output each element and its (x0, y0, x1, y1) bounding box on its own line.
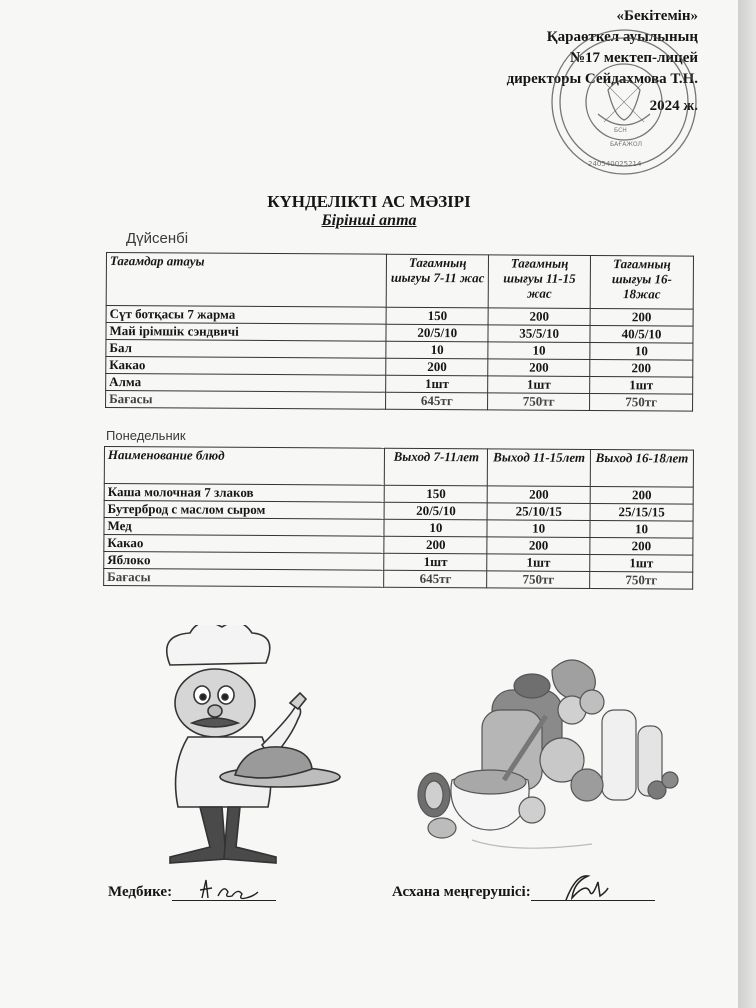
food-illustration (412, 650, 687, 865)
seal-code: 240540025214 (588, 160, 642, 168)
price-label: Бағасы (104, 569, 385, 588)
portion-7-11: 20/5/10 (384, 502, 487, 520)
portion-16-18: 40/5/10 (590, 325, 693, 343)
menu-table-ru (103, 446, 694, 590)
price-16-18: 750тг (590, 393, 693, 411)
dish-name: Сүт ботқасы 7 жарма (106, 306, 386, 325)
dish-name: Яблоко (104, 552, 385, 571)
portion-16-18: 25/15/15 (590, 503, 693, 521)
portion-11-15: 200 (487, 486, 590, 504)
price-7-11: 645тг (386, 392, 488, 410)
nurse-handwritten-signature (196, 876, 266, 906)
approval-line-2: Қараөткел ауылының (546, 29, 698, 45)
school-seal-stamp (548, 26, 700, 178)
portion-7-11: 150 (386, 307, 488, 325)
svg-text:БСН: БСН (614, 127, 627, 134)
price-11-15: 750тг (487, 571, 590, 589)
portion-7-11: 200 (386, 358, 488, 376)
page-subtitle: Бірінші апта (321, 212, 417, 229)
day-label-ru: Понедельник (106, 428, 186, 443)
header-age-11-15: Выход 11-15лет (488, 449, 591, 487)
header-age-7-11: Выход 7-11лет (385, 448, 488, 486)
menu-table-kz (105, 252, 694, 412)
portion-16-18: 1шт (590, 554, 693, 572)
day-label-kz: Дүйсенбі (126, 230, 189, 247)
approval-line-1: «Бекітемін» (616, 8, 698, 24)
portion-7-11: 10 (384, 519, 487, 537)
portion-16-18: 10 (590, 520, 693, 538)
price-row (104, 569, 693, 590)
dish-name: Какао (104, 535, 385, 554)
portion-11-15: 200 (488, 359, 590, 377)
kitchen-manager-handwritten-signature (560, 872, 612, 908)
approval-date: 2024 ж. (649, 98, 698, 114)
header-age-11-15: Тағамның шығуы 11-15 жас (488, 255, 590, 309)
price-label: Бағасы (106, 391, 386, 410)
portion-7-11: 1шт (384, 553, 487, 571)
price-11-15: 750тг (488, 393, 590, 411)
portion-7-11: 150 (385, 485, 488, 503)
header-age-7-11: Тағамның шығуы 7-11 жас (386, 254, 488, 308)
portion-7-11: 20/5/10 (386, 324, 488, 342)
table-header-row (104, 447, 693, 488)
portion-16-18: 10 (590, 342, 693, 360)
kitchen-manager-label: Асхана меңгерушісі: (392, 884, 531, 900)
dish-name: Каша молочная 7 злаков (104, 484, 385, 503)
header-age-16-18: Выход 16-18лет (590, 449, 693, 487)
portion-16-18: 1шт (590, 376, 693, 394)
portion-11-15: 25/10/15 (487, 503, 590, 521)
portion-16-18: 200 (590, 359, 693, 377)
portion-11-15: 10 (487, 520, 590, 538)
dish-name: Бал (106, 340, 386, 359)
header-age-16-18: Тағамның шығуы 16-18жас (590, 255, 693, 309)
kitchen-manager-signature-block (392, 882, 655, 901)
approval-line-3: №17 мектеп-лицей (569, 50, 698, 66)
portion-16-18: 200 (590, 308, 693, 326)
portion-11-15: 1шт (488, 376, 590, 394)
chef-illustration (140, 625, 350, 870)
price-7-11: 645тг (384, 570, 487, 588)
dish-name: Май ірімшік сэндвичі (106, 323, 386, 342)
dish-name: Бутерброд с маслом сыром (104, 501, 385, 520)
portion-16-18: 200 (590, 486, 693, 504)
svg-text:БАҒАЖОЛ: БАҒАЖОЛ (610, 141, 643, 148)
portion-11-15: 1шт (487, 554, 590, 572)
portion-11-15: 200 (487, 537, 590, 555)
portion-11-15: 10 (488, 342, 590, 360)
portion-7-11: 1шт (386, 375, 488, 393)
desk-background (738, 0, 756, 1008)
price-row (106, 391, 693, 412)
portion-11-15: 200 (488, 308, 590, 326)
portion-7-11: 200 (384, 536, 487, 554)
portion-11-15: 35/5/10 (488, 325, 590, 343)
portion-7-11: 10 (386, 341, 488, 359)
price-16-18: 750тг (590, 571, 693, 589)
table-header-row (106, 253, 693, 310)
approval-line-4: директоры Сейдахмова Т.Н. (506, 71, 698, 87)
nurse-label: Медбике: (108, 884, 173, 900)
dish-name: Мед (104, 518, 385, 537)
dish-name: Алма (106, 374, 386, 393)
header-dish-name: Наименование блюд (104, 447, 385, 486)
portion-16-18: 200 (590, 537, 693, 555)
dish-name: Какао (106, 357, 386, 376)
header-dish-name: Тағамдар атауы (106, 253, 387, 308)
page-title: КҮНДЕЛІКТІ АС МӘЗІРІ (267, 192, 471, 211)
